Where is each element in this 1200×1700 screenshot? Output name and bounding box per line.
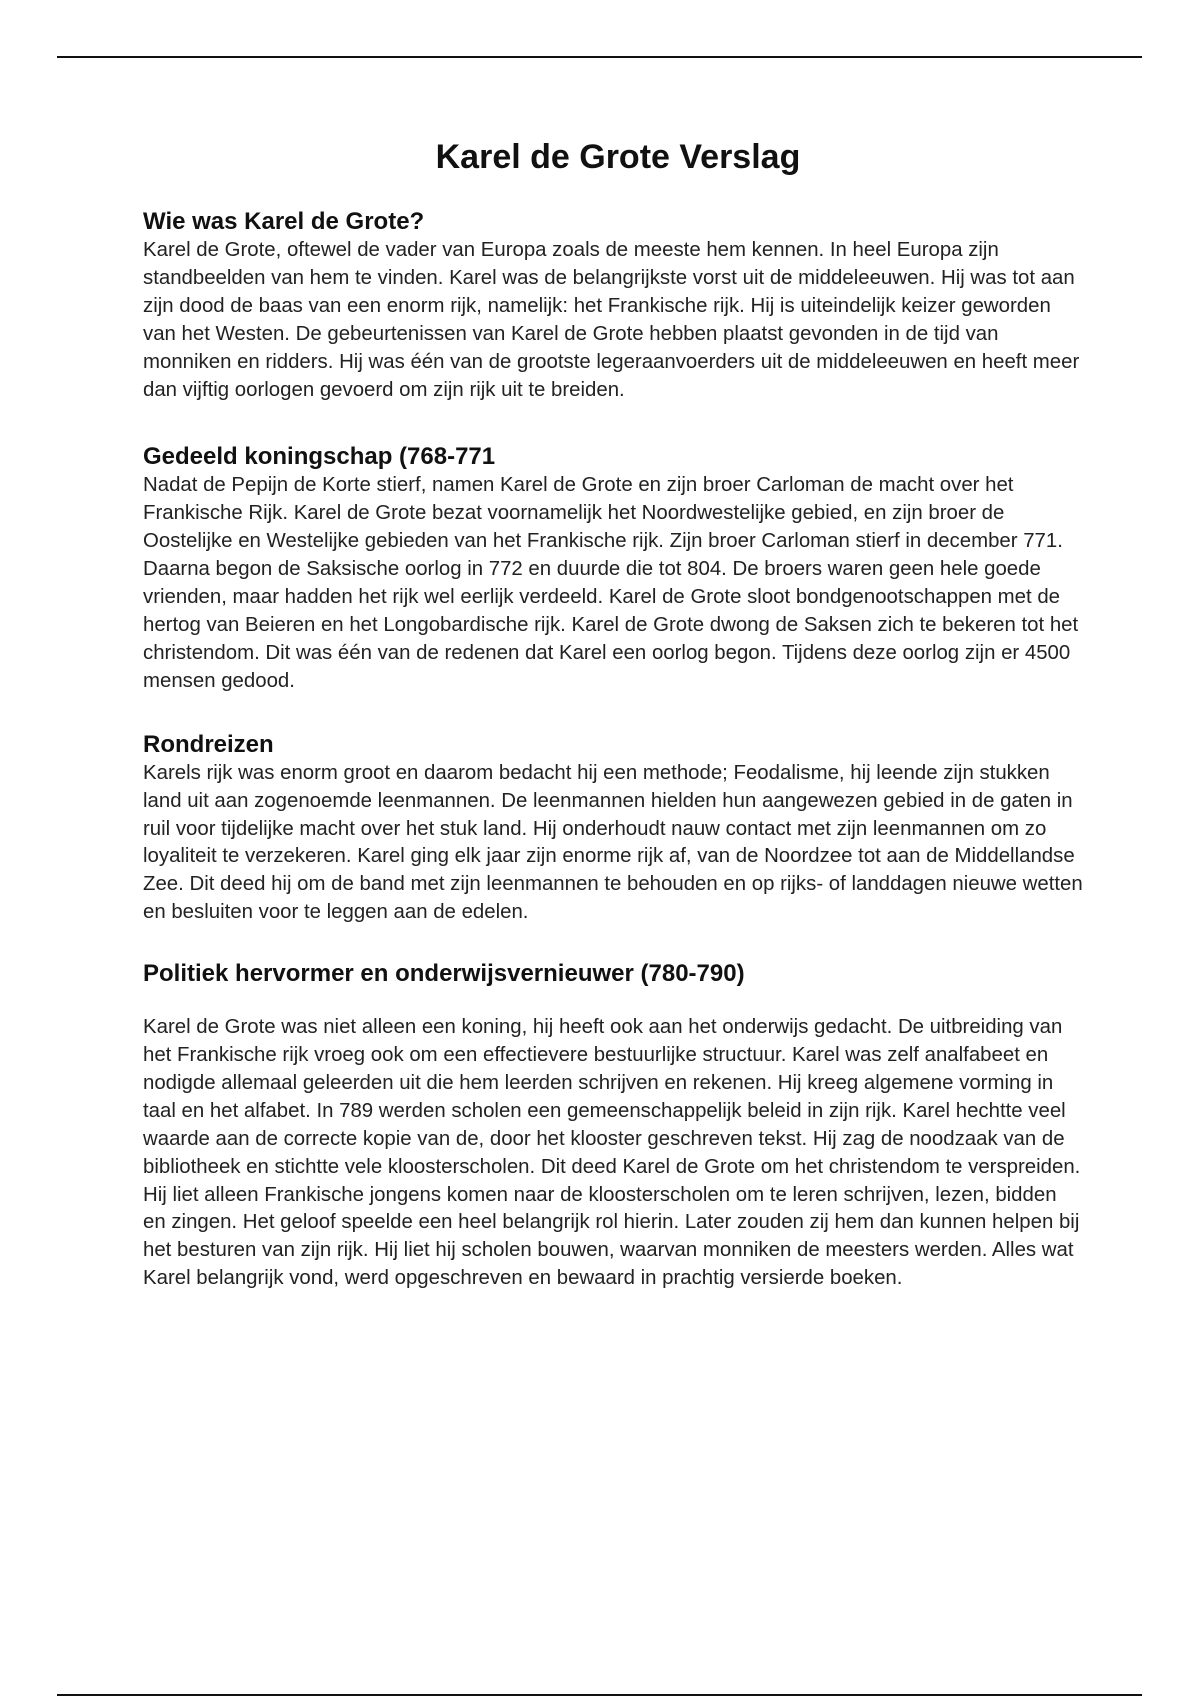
section-politiek-hervormer	[143, 959, 1083, 1293]
section-paragraph: Nadat de Pepijn de Korte stierf, namen Karel de Grote en zijn broer Carloman de macht over het Frankische Rijk. Karel de Grote bezat voornamelijk het Noordwestelijke gebied, en zijn broer de Oostelijke en Westelijke gebieden van het Frankische rijk. Zijn broer Carloman stierf in december 771. Daarna begon de Saksische oorlog in 772 en duurde die tot 804. De broers waren geen hele goede vrienden, maar hadden het rijk wel eerlijk verdeeld. Karel de Grote sloot bondgenootschappen met de hertog van Beieren en het Longobardische rijk. Karel de Grote dwong de Saksen zich te bekeren tot het christendom. Dit was één van de redenen dat Karel een oorlog begon. Tijdens deze oorlog zijn er 4500 mensen gedood.	[143, 474, 1079, 692]
document-page	[143, 138, 1083, 1331]
top-divider	[57, 56, 1142, 58]
section-heading: Gedeeld koningschap (768-771	[143, 443, 496, 471]
section-paragraph: Karel de Grote was niet alleen een koning, hij heeft ook aan het onderwijs gedacht. De uitbreiding van het Frankische rijk vroeg ook om een effectievere bestuurlijke structuur. Karel was zelf analfabeet en nodigde allemaal geleerden uit die hem leerden schrijven en rekenen. Hij kreeg algemene vorming in taal en het alfabet. In 789 werden scholen een gemeenschappelijk beleid in zijn rijk. Karel hechtte veel waarde aan de correcte kopie van de, door het klooster geschreven tekst. Hij zag de noodzaak van de bibliotheek en stichtte vele kloosterscholen. Dit deed Karel de Grote om het christendom te verspreiden. Hij liet alleen Frankische jongens komen naar de kloosterscholen om te leren schrijven, lezen, bidden en zingen. Het geloof speelde een heel belangrijk rol hierin. Later zouden zij hem dan kunnen helpen bij het besturen van zijn rijk. Hij liet hij scholen bouwen, waarvan monniken de meesters werden. Alles wat Karel belangrijk vond, werd opgeschreven en bewaard in prachtig versierde boeken.	[143, 1016, 1081, 1290]
section-wie-was-karel	[143, 207, 1083, 404]
section-heading: Rondreizen	[143, 730, 274, 758]
section-paragraph: Karel de Grote, oftewel de vader van Europa zoals de meeste hem kennen. In heel Europa zijn standbeelden van hem te vinden. Karel was de belangrijkste vorst uit de middeleeuwen. Hij was tot aan zijn dood de baas van een enorm rijk, namelijk: het Frankische rijk. Hij is uiteindelijk keizer geworden van het Westen. De gebeurtenissen van Karel de Grote hebben plaatst gevonden in de tijd van monniken en ridders. Hij was één van de grootste legeraanvoerders uit de middeleeuwen en heeft meer dan vijftig oorlogen gevoerd om zijn rijk uit te breiden.	[143, 239, 1080, 401]
bottom-divider	[57, 1694, 1142, 1696]
section-rondreizen	[143, 730, 1083, 927]
section-heading: Wie was Karel de Grote?	[143, 208, 425, 235]
section-gedeeld-koningschap	[143, 442, 1083, 695]
section-paragraph: Karels rijk was enorm groot en daarom bedacht hij een methode; Feodalisme, hij leende zijn stukken land uit aan zogenoemde leenmannen. De leenmannen hielden hun aangewezen gebied in de gaten in ruil voor tijdelijke macht over het stuk land. Hij onderhoudt nauw contact met zijn leenmannen om zo loyaliteit te verzekeren. Karel ging elk jaar zijn enorme rijk af, van de Noordzee tot aan de Middellandse Zee. Dit deed hij om de band met zijn leenmannen te behouden en op rijks- of landdagen nieuwe wetten en besluiten voor te leggen aan de edelen.	[143, 761, 1083, 924]
document-title: Karel de Grote Verslag	[435, 138, 801, 176]
section-heading: Politiek hervormer en onderwijsvernieuwer (780-790)	[143, 960, 745, 988]
